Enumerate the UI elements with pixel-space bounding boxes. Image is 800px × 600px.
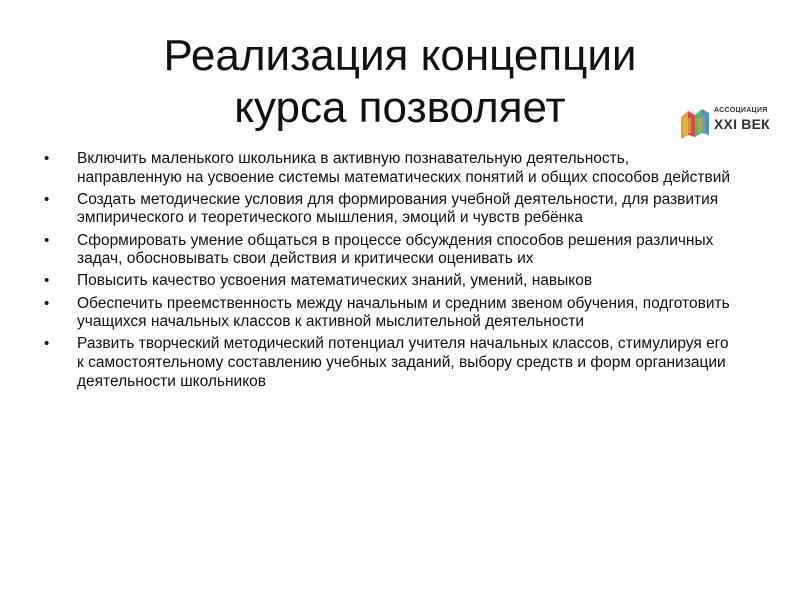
list-item [44, 150, 734, 187]
bullet-dot: • [44, 335, 50, 353]
bullet-dot: • [44, 272, 50, 290]
list-item [44, 232, 734, 269]
list-item [44, 191, 734, 228]
bullet-dot: • [44, 150, 50, 167]
bullet-dot: • [44, 294, 50, 312]
logo-line-1: АССОЦИАЦИЯ [714, 107, 768, 114]
books-icon [678, 103, 714, 141]
slide-title [90, 30, 710, 134]
bullet-list [44, 150, 734, 395]
list-item-text: Включить маленького школьника в активную познавательную деятельность, направленную на усвоение системы математических понятий и общих способов действий [77, 150, 731, 186]
logo-line-2: XXI ВЕК [714, 116, 770, 132]
bullet-dot: • [44, 231, 50, 249]
slide-title-line-1: Реализация концепции [163, 31, 637, 80]
bullet-dot: • [44, 190, 50, 208]
list-item-text: Повысить качество усвоения математических знаний, умений, навыков [77, 272, 593, 290]
list-item-text: Сформировать умение общаться в процессе обсуждения способов решения различных задач, обосновывать свои действия и критически оценивать их [77, 231, 714, 268]
slide-title-line-2: курса позволяет [234, 83, 566, 132]
list-item [44, 335, 734, 391]
association-logo [678, 103, 770, 141]
list-item [44, 295, 734, 332]
list-item [44, 272, 734, 291]
logo-text [714, 106, 772, 132]
list-item-text: Создать методические условия для формирования учебной деятельности, для развития эмпирического и теоретического мышления, эмоций и чувств ребёнка [77, 190, 719, 227]
list-item-text: Развить творческий методический потенциал учителя начальных классов, стимулируя его к самостоятельному составлению учебных заданий, выбору средств и форм организации деятельности школьников [77, 335, 729, 390]
list-item-text: Обеспечить преемственность между начальным и средним звеном обучения, подготовить учащихся начальных классов к активной мыслительной деятельности [77, 294, 730, 331]
